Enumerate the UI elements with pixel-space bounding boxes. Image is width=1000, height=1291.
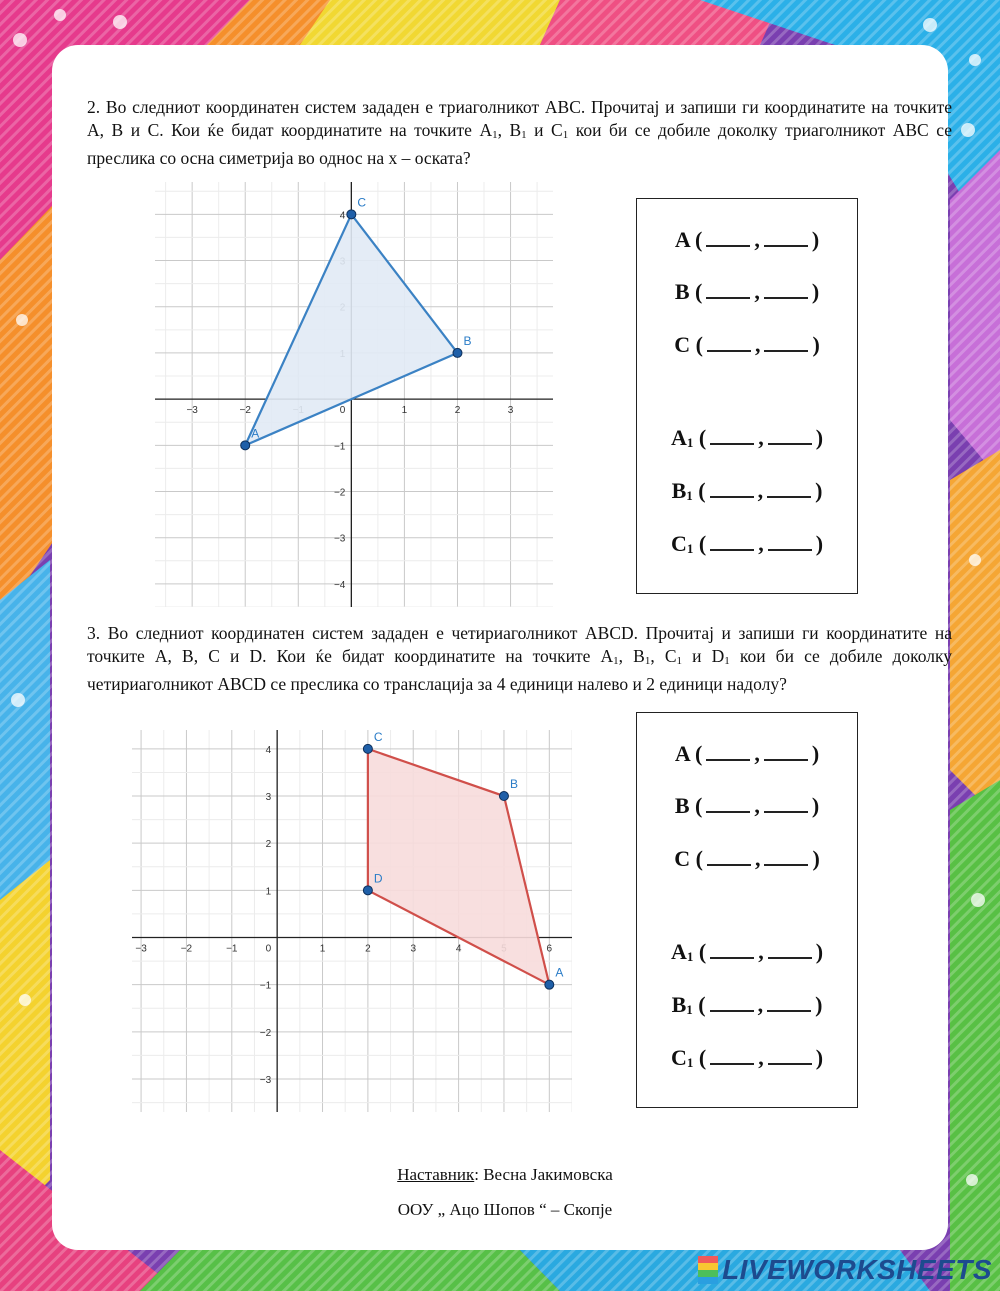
blank-y[interactable] xyxy=(764,334,808,352)
blank-x[interactable] xyxy=(706,281,750,299)
point-a xyxy=(241,441,250,450)
blank-x[interactable] xyxy=(706,795,750,813)
task-3-text: 3. Во следниот координатен систем зададен е четириаголникот АВСD. Прочитај и запиши ги координатите на точките А, В, С и D. Кои ќе бидат координатите на точките $А_1$, $В_1$, $С_1$ и $D_1$ кои би се добиле доколку четириаголникот АВСD се преслика со транслација за 4 единици налево и 2 единици надолу? xyxy=(87,623,952,694)
blank-y[interactable] xyxy=(764,848,808,866)
answer-row-a[interactable]: A ( , ) xyxy=(674,741,820,766)
y-tick-label: −3 xyxy=(333,533,346,545)
point-label-b: B xyxy=(509,777,518,792)
blank-x[interactable] xyxy=(710,533,754,551)
point-d xyxy=(363,886,372,895)
blank-x[interactable] xyxy=(706,743,750,761)
answer-row-b[interactable]: B ( , ) xyxy=(674,793,820,818)
answer-row-b1[interactable]: $B_1$ ( , ) xyxy=(671,478,823,503)
x-tick-label: 2 xyxy=(454,405,461,417)
y-tick-label: 3 xyxy=(265,792,272,804)
answer-box-task-3 xyxy=(636,712,858,1108)
x-tick-label: −1 xyxy=(226,943,238,955)
teacher-line xyxy=(0,1165,1000,1185)
point-label-c: C xyxy=(357,195,367,210)
blank-x[interactable] xyxy=(710,994,754,1012)
x-tick-label: 1 xyxy=(319,943,326,955)
x-tick-label: −3 xyxy=(186,405,198,417)
answer-row-c1[interactable]: $C_1$ ( , ) xyxy=(670,1045,824,1070)
y-tick-label: −1 xyxy=(333,441,346,453)
triangle-coordinate-plane xyxy=(155,182,553,607)
y-tick-label: −2 xyxy=(259,1027,272,1039)
y-tick-label: 4 xyxy=(265,744,272,756)
blank-y[interactable] xyxy=(768,1047,812,1065)
x-tick-label: 3 xyxy=(507,405,514,417)
y-tick-label: −1 xyxy=(259,980,272,992)
point-label-a: A xyxy=(555,965,564,980)
y-tick-label: −3 xyxy=(259,1074,272,1086)
blank-y[interactable] xyxy=(767,994,811,1012)
point-label-c: C xyxy=(373,730,383,744)
answer-row-b[interactable]: B ( , ) xyxy=(674,279,820,304)
task-2-text: 2. Во следниот координатен систем зададен е триаголникот АВС. Прочитај и запиши ги координатите на точките А, В и С. Кои ќе бидат координатите на точките $А_1$, $В_1$ и $С_1$ кои би се добиле доколку триаголникот АВС се преслика со осна симетрија во однос на x – оската? xyxy=(87,97,952,168)
answer-row-b1[interactable]: $B_1$ ( , ) xyxy=(671,992,823,1017)
blank-x[interactable] xyxy=(710,480,754,498)
point-c xyxy=(363,744,372,753)
point-b xyxy=(499,792,508,801)
blank-x[interactable] xyxy=(707,334,751,352)
blank-x[interactable] xyxy=(707,848,751,866)
answer-row-a1[interactable]: $A_1$ ( , ) xyxy=(670,939,824,964)
x-tick-label: 1 xyxy=(401,405,408,417)
blank-y[interactable] xyxy=(764,229,808,247)
blank-x[interactable] xyxy=(710,1047,754,1065)
answer-row-c[interactable]: C ( , ) xyxy=(674,332,820,357)
answer-row-a1[interactable]: $A_1$ ( , ) xyxy=(670,425,824,450)
answer-box-task-2 xyxy=(636,198,858,594)
point-c xyxy=(347,210,356,219)
blank-y[interactable] xyxy=(764,281,808,299)
y-tick-label: 4 xyxy=(339,210,346,222)
blank-x[interactable] xyxy=(710,941,754,959)
blank-x[interactable] xyxy=(706,229,750,247)
point-label-b: B xyxy=(463,333,472,348)
blank-y[interactable] xyxy=(764,743,808,761)
logo-mark-icon xyxy=(698,1256,718,1284)
origin-label: 0 xyxy=(339,405,346,417)
y-tick-label: 2 xyxy=(265,839,272,851)
blank-x[interactable] xyxy=(710,427,754,445)
y-tick-label: −2 xyxy=(333,487,346,499)
x-tick-label: 3 xyxy=(410,943,417,955)
liveworksheets-logo[interactable] xyxy=(698,1255,992,1285)
answer-row-c[interactable]: C ( , ) xyxy=(674,846,820,871)
teacher-label: Наставник xyxy=(397,1165,475,1184)
point-label-a: A xyxy=(251,426,260,441)
x-tick-label: 4 xyxy=(455,943,462,955)
y-tick-label: −4 xyxy=(333,579,346,591)
blank-y[interactable] xyxy=(764,795,808,813)
quadrilateral-coordinate-plane xyxy=(132,730,572,1112)
x-tick-label: 2 xyxy=(365,943,371,955)
point-a xyxy=(545,980,554,989)
school-name: ООУ „ Ацо Шопов “ – Скопје xyxy=(397,1200,613,1219)
blank-y[interactable] xyxy=(768,533,812,551)
origin-label: 0 xyxy=(265,943,272,955)
x-tick-label: −2 xyxy=(180,943,193,955)
blank-y[interactable] xyxy=(768,941,812,959)
blank-y[interactable] xyxy=(768,427,812,445)
y-tick-label: 1 xyxy=(265,886,272,898)
x-tick-label: −2 xyxy=(239,405,251,417)
logo-text: LIVEWORKSHEETS xyxy=(722,1254,992,1285)
teacher-name: : Весна Јакимовска xyxy=(474,1165,613,1184)
blank-y[interactable] xyxy=(767,480,811,498)
answer-row-c1[interactable]: $C_1$ ( , ) xyxy=(670,531,824,556)
point-b xyxy=(453,348,462,357)
x-tick-label: 6 xyxy=(546,943,553,955)
x-tick-label: −3 xyxy=(135,943,147,955)
answer-row-a[interactable]: A ( , ) xyxy=(674,227,820,252)
point-label-d: D xyxy=(373,871,383,886)
